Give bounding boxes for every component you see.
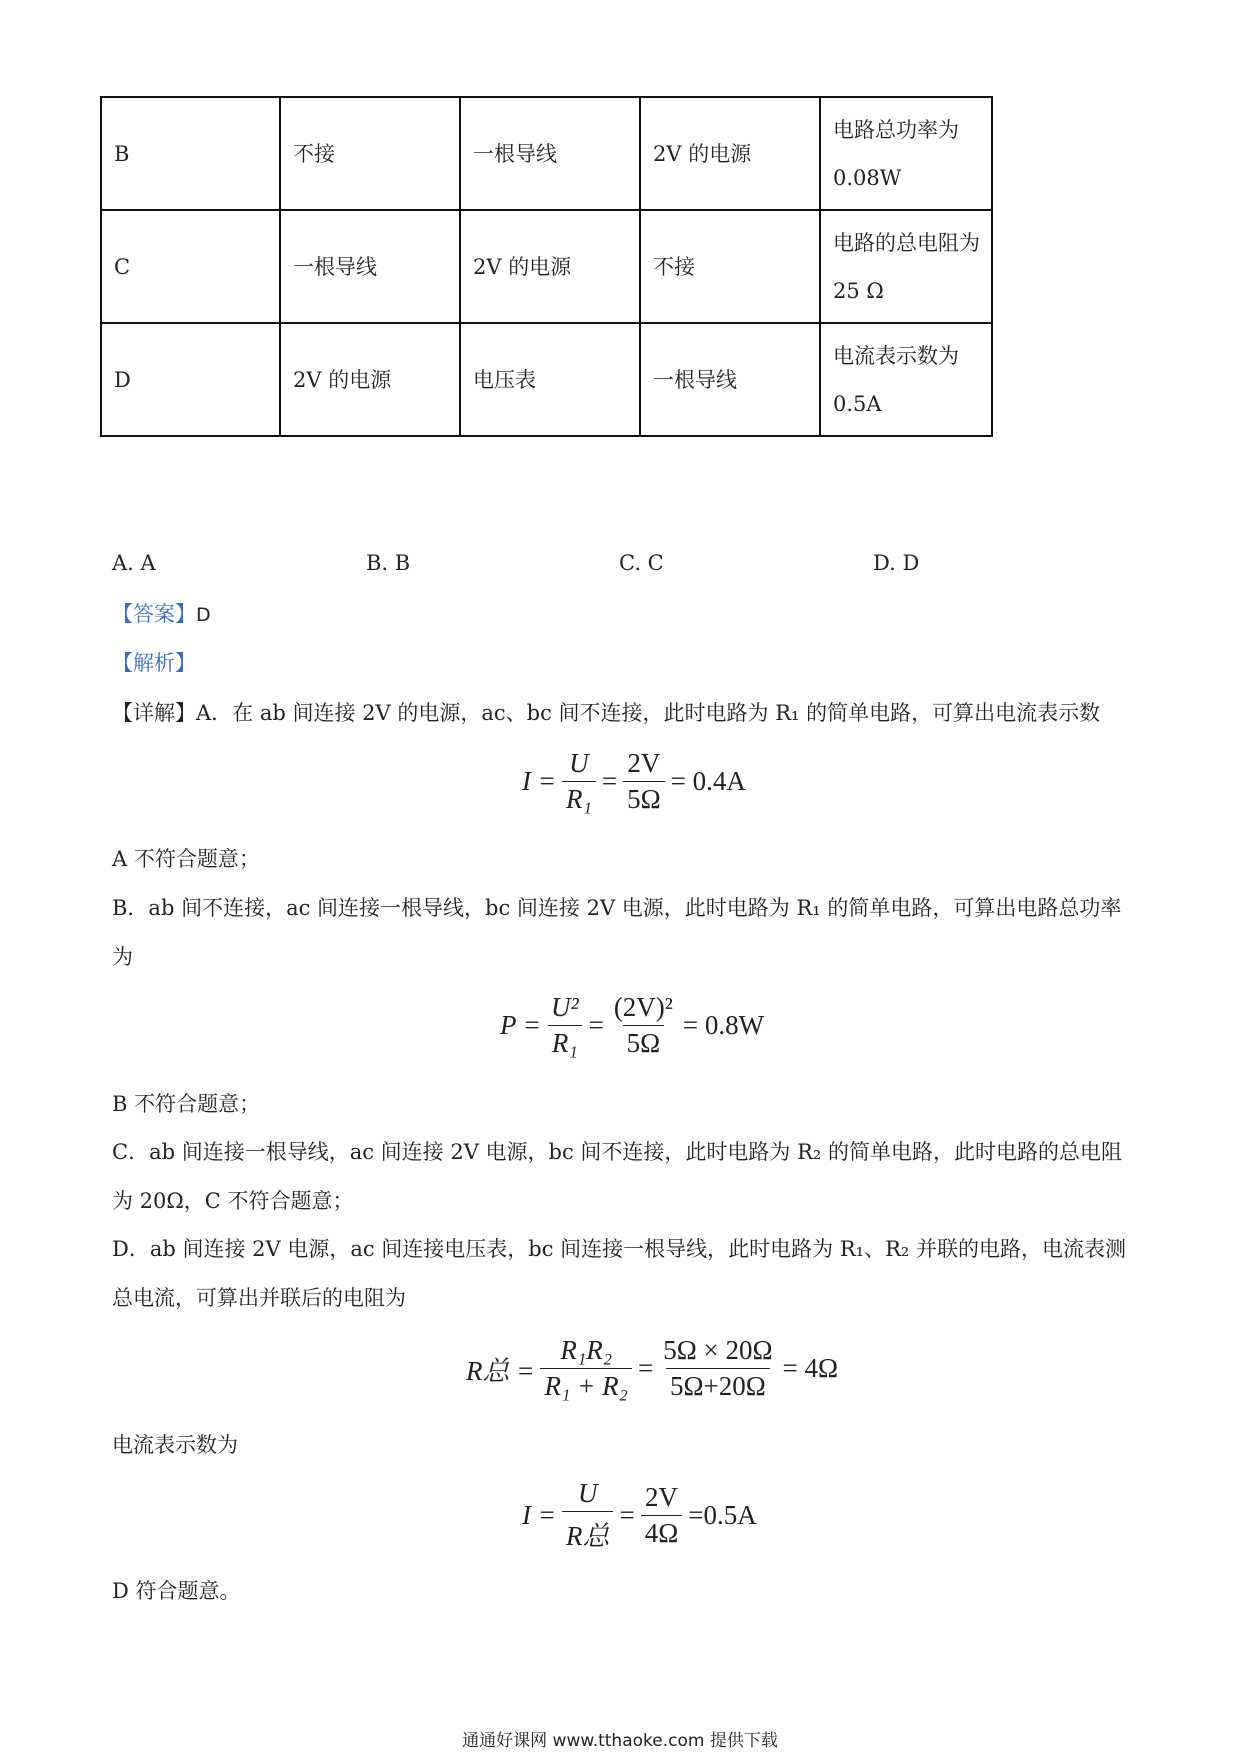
equals-sign: = bbox=[619, 1500, 635, 1530]
options-table bbox=[100, 96, 993, 437]
denominator: R总 bbox=[562, 1511, 614, 1553]
denominator: 4Ω bbox=[641, 1515, 683, 1549]
formula-lhs: I = bbox=[522, 766, 556, 796]
answer-value: D bbox=[196, 604, 211, 626]
result-line-2: 25 Ω bbox=[833, 278, 884, 303]
choice-a: A. A bbox=[112, 551, 156, 575]
denominator: R₁ bbox=[562, 781, 596, 815]
ac-cell: 2V 的电源 bbox=[460, 210, 640, 323]
result-cell bbox=[820, 210, 992, 323]
fraction bbox=[547, 992, 583, 1059]
denominator: R₁ bbox=[548, 1025, 582, 1059]
equals-sign: = bbox=[601, 766, 618, 796]
numerator: 5Ω × 20Ω bbox=[663, 1335, 773, 1365]
table-row bbox=[101, 97, 992, 210]
detail-a-text: A．在 ab 间连接 2V 的电源，ac、bc 间不连接，此时电路为 R₁ 的简单电路，可算出电流表示数 bbox=[196, 701, 1101, 725]
bc-cell: 2V 的电源 bbox=[640, 97, 820, 210]
formula-lhs: P = bbox=[500, 1010, 541, 1040]
ac-cell: 电压表 bbox=[460, 323, 640, 436]
fraction bbox=[623, 748, 665, 815]
option-cell: B bbox=[101, 97, 280, 210]
bc-cell: 一根导线 bbox=[640, 323, 820, 436]
ab-cell: 不接 bbox=[280, 97, 460, 210]
denominator: 5Ω+20Ω bbox=[666, 1368, 770, 1402]
detail-a-line bbox=[112, 697, 1100, 727]
equals-sign: = bbox=[637, 1353, 654, 1383]
numerator: U² bbox=[550, 992, 579, 1022]
result-line-1: 电路总功率为 bbox=[833, 117, 959, 142]
formula-result: =0.5A bbox=[688, 1500, 757, 1530]
fraction bbox=[562, 748, 596, 815]
choice-c: C. C bbox=[619, 551, 664, 575]
result-line-2: 0.5A bbox=[833, 391, 882, 416]
fraction bbox=[610, 992, 677, 1059]
result-cell bbox=[820, 323, 992, 436]
detail-c-line2: 为 20Ω，C 不符合题意； bbox=[112, 1189, 354, 1213]
formula-lhs: I = bbox=[522, 1500, 556, 1530]
formula-result: = 4Ω bbox=[782, 1353, 839, 1383]
fraction bbox=[659, 1335, 776, 1402]
fraction bbox=[562, 1478, 614, 1553]
detail-b-line2: 为 bbox=[112, 945, 133, 969]
numerator: U bbox=[569, 748, 589, 778]
page-footer: 通通好课网 www.tthaoke.com 提供下载 bbox=[462, 1731, 778, 1751]
a-conclusion: A 不符合题意； bbox=[112, 847, 260, 871]
numerator: U bbox=[577, 1478, 598, 1508]
ab-cell: 2V 的电源 bbox=[280, 323, 460, 436]
d-conclusion: D 符合题意。 bbox=[112, 1579, 241, 1603]
detail-d-line2: 总电流，可算出并联后的电阻为 bbox=[112, 1286, 406, 1310]
detail-c-line1: C．ab 间连接一根导线，ac 间连接 2V 电源，bc 间不连接，此时电路为 R₂ 的简单电路，此时电路的总电阻 bbox=[112, 1140, 1122, 1164]
detail-tag: 【详解】 bbox=[112, 701, 196, 725]
result-line-1: 电路的总电阻为 bbox=[833, 230, 980, 255]
numerator: (2V)² bbox=[613, 992, 673, 1022]
ab-cell: 一根导线 bbox=[280, 210, 460, 323]
formula-lhs: R总 = bbox=[466, 1356, 535, 1386]
denominator: R₁ + R₂ bbox=[540, 1368, 631, 1402]
bc-cell: 不接 bbox=[640, 210, 820, 323]
answer-line bbox=[112, 598, 211, 628]
formula-result: = 0.8W bbox=[682, 1010, 765, 1040]
fraction bbox=[641, 1482, 683, 1549]
detail-b-line1: B．ab 间不连接，ac 间连接一根导线，bc 间连接 2V 电源，此时电路为 R₁ 的简单电路，可算出电路总功率 bbox=[112, 896, 1122, 920]
result-line-2: 0.08W bbox=[833, 165, 902, 190]
ac-cell: 一根导线 bbox=[460, 97, 640, 210]
numerator: R₁R₂ bbox=[560, 1335, 613, 1365]
b-conclusion: B 不符合题意； bbox=[112, 1092, 261, 1116]
result-line-1: 电流表示数为 bbox=[833, 343, 959, 368]
table-row bbox=[101, 323, 992, 436]
denominator: 5Ω bbox=[623, 781, 665, 815]
answer-tag: 【答案】 bbox=[112, 602, 196, 626]
formula-result: = 0.4A bbox=[670, 766, 746, 796]
formula-power-b bbox=[500, 992, 764, 1059]
d-mid-text: 电流表示数为 bbox=[112, 1433, 238, 1457]
option-cell: C bbox=[101, 210, 280, 323]
choice-b: B. B bbox=[366, 551, 411, 575]
choice-d: D. D bbox=[873, 551, 920, 575]
analysis-tag-text: 【解析】 bbox=[112, 651, 196, 675]
numerator: 2V bbox=[627, 748, 661, 778]
option-cell: D bbox=[101, 323, 280, 436]
equals-sign: = bbox=[588, 1010, 604, 1040]
analysis-tag bbox=[112, 647, 196, 677]
detail-d-line1: D．ab 间连接 2V 电源，ac 间连接电压表，bc 间连接一根导线，此时电路为 R₁、R₂ 并联的电路，电流表测 bbox=[112, 1237, 1126, 1261]
formula-current-a bbox=[522, 748, 746, 815]
numerator: 2V bbox=[644, 1482, 678, 1512]
formula-current-d bbox=[522, 1478, 757, 1553]
table-row bbox=[101, 210, 992, 323]
denominator: 5Ω bbox=[623, 1025, 665, 1059]
formula-resistance-d bbox=[466, 1335, 838, 1402]
fraction bbox=[540, 1335, 631, 1402]
result-cell bbox=[820, 97, 992, 210]
